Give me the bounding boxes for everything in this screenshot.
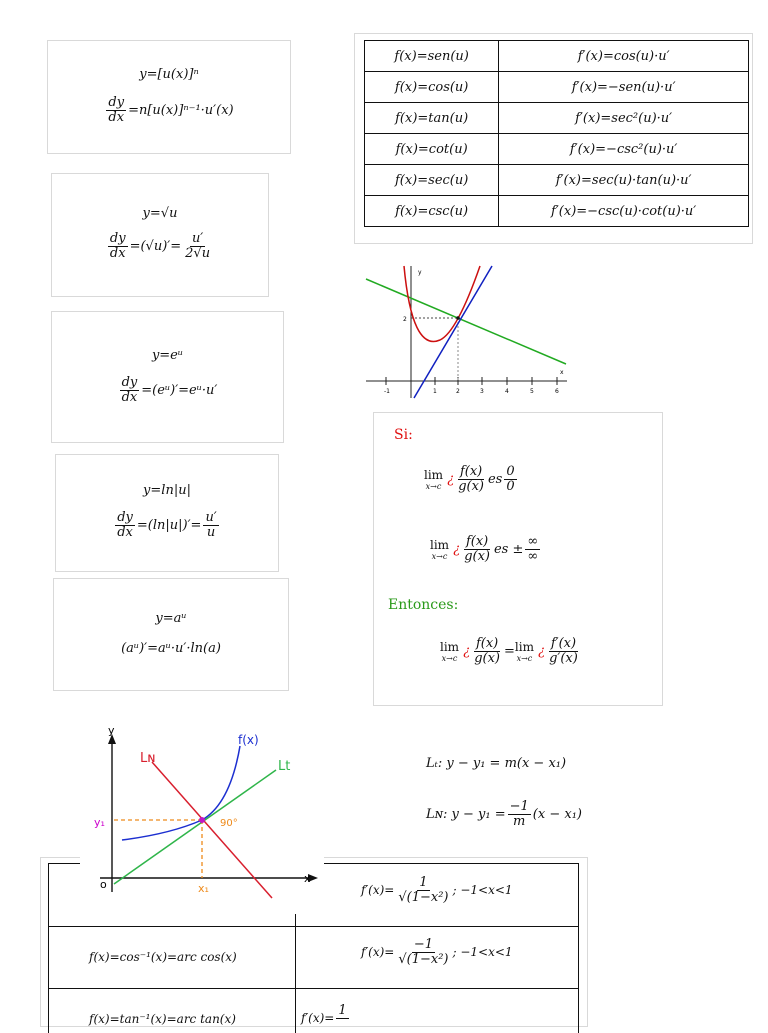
lhopital-case-2: lim x→c ¿ $\frac{f(x)}{g(x)}$ es ± $\frac{\infty}{\infty}$ [430, 534, 539, 564]
graph-x-tick-label: 5 [530, 388, 534, 395]
sketch-tangent-line [114, 770, 276, 884]
normal-line-equation: Lɴ: y − y₁ = $\frac{-1}{m}$ (x − x₁) [426, 799, 582, 829]
ln-rule-line1: y=ln|u| [143, 483, 191, 498]
inverse-row2-left: f(x)=cos⁻¹(x)=arc cos(x) [89, 950, 237, 964]
inverse-row2-right: f′(x)= $\frac{-1}{\text{√(1−x²)}}$ ; −1<x<1 [361, 937, 513, 967]
graph-x-tick-label: 3 [480, 388, 484, 395]
sketch-x-label: x [304, 872, 311, 885]
sketch-angle-label: 90° [220, 818, 238, 829]
inverse-row1-right: f′(x)= $\frac{1}{\text{√(1−x²)}}$ ; −1<x<1 [361, 875, 513, 905]
hand-drawn-tangent-sketch [80, 722, 324, 912]
graph-parabola [404, 266, 480, 341]
inverse-table-hline-2 [49, 988, 578, 989]
trig-function-cell: f(x)=sen(u) [365, 41, 499, 72]
sketch-x1-label: x₁ [198, 882, 209, 895]
lhopital-result: lim x→c ¿ $\frac{f(x)}{g(x)}$ = lim x→c ¿ $\frac{f'(x)}{g'(x)}$ [440, 636, 578, 666]
sketch-curve-label: f(x) [238, 733, 259, 747]
trig-table-row [365, 134, 749, 165]
graph-x-label: x [560, 369, 564, 376]
sketch-y-label: y [108, 724, 115, 737]
trig-derivative-cell: f′(x)=−csc(u)·cot(u)·u′ [499, 196, 749, 227]
exp-base-a-line1: y=aᵘ [155, 611, 187, 626]
graph-x-tick-label: 4 [505, 388, 509, 395]
sqrt-rule-line1: y=√u [142, 206, 178, 221]
lhopital-case-1: lim x→c ¿ $\frac{f(x)}{g(x)}$ es $\frac{0}{0}$ [424, 464, 515, 494]
power-rule-line2: $\frac{dy}{dx}$ =n[u(x)]ⁿ⁻¹·u′(x) [108, 95, 234, 125]
graph-x-tick-label: 1 [433, 388, 437, 395]
power-rule-line1: y=[u(x)]ⁿ [139, 67, 199, 82]
trig-function-cell: f(x)=sec(u) [365, 165, 499, 196]
trig-derivative-cell: f′(x)=−csc²(u)·u′ [499, 134, 749, 165]
inverse-row3-right: f′(x)= 1 [301, 1003, 347, 1025]
trig-function-cell: f(x)=cot(u) [365, 134, 499, 165]
sketch-normal-label: Lɴ [140, 751, 156, 766]
trig-derivative-cell: f′(x)=cos(u)·u′ [499, 41, 749, 72]
sqrt-rule-line2: $\frac{dy}{dx}$ =(√u)′= $\frac{u'}{2√u}$ [109, 231, 211, 261]
tangent-normal-graph [362, 262, 572, 402]
graph-tangent-point [456, 316, 460, 320]
sketch-tangent-label: Lt [278, 759, 291, 774]
graph-y-tick-2: 2 [403, 316, 407, 323]
lhopital-si: Si: [394, 427, 413, 443]
trig-derivative-cell: f′(x)=sec²(u)·u′ [499, 103, 749, 134]
sketch-y1-label: y₁ [94, 816, 105, 829]
graph-x-tick-label: -1 [384, 388, 390, 395]
graph-x-tick-label: 2 [456, 388, 460, 395]
trig-table-row [365, 41, 749, 72]
trig-function-cell: f(x)=tan(u) [365, 103, 499, 134]
graph-y-label: y [418, 269, 422, 276]
trig-derivative-cell: f′(x)=−sen(u)·u′ [499, 72, 749, 103]
power-rule-box [47, 40, 291, 154]
inverse-row3-left: f(x)=tan⁻¹(x)=arc tan(x) [89, 1012, 236, 1026]
exp-rule-line1: y=eᵘ [151, 348, 184, 363]
inverse-table-divider [295, 914, 296, 1033]
ln-rule-box [55, 454, 279, 572]
exp-base-a-box [53, 578, 289, 691]
trig-table-row [365, 72, 749, 103]
graph-x-tick-label: 6 [555, 388, 559, 395]
sqrt-rule-box [51, 173, 269, 297]
trig-function-cell: f(x)=cos(u) [365, 72, 499, 103]
graph-normal-line [366, 279, 566, 364]
graph-tangent-line [414, 266, 492, 398]
ln-rule-line2: $\frac{dy}{dx}$ =(ln|u|)′= $\frac{u'}{u}$ [117, 510, 217, 540]
trig-derivative-cell: f′(x)=sec(u)·tan(u)·u′ [499, 165, 749, 196]
tangent-line-equation: Lₜ: y − y₁ = m(x − x₁) [426, 756, 567, 771]
trig-derivative-table [364, 40, 749, 227]
exp-rule-box [51, 311, 284, 443]
sketch-tangent-point [199, 817, 205, 823]
trig-table-row [365, 196, 749, 227]
inverse-table-hline-1 [49, 926, 578, 927]
exp-rule-line2: $\frac{dy}{dx}$ =(eᵘ)′=eᵘ·u′ [121, 375, 218, 405]
lhopital-entonces: Entonces: [388, 597, 459, 613]
lhopital-box [373, 412, 663, 706]
power-rule-lhs: $\frac{dy}{dx}$ [108, 95, 125, 125]
trig-table-row [365, 103, 749, 134]
exp-base-a-line2: (aᵘ)′=aᵘ·u′·ln(a) [121, 641, 221, 656]
sketch-origin: o [100, 878, 107, 891]
graph-x-ticks [384, 377, 559, 395]
trig-function-cell: f(x)=csc(u) [365, 196, 499, 227]
trig-table-row [365, 165, 749, 196]
